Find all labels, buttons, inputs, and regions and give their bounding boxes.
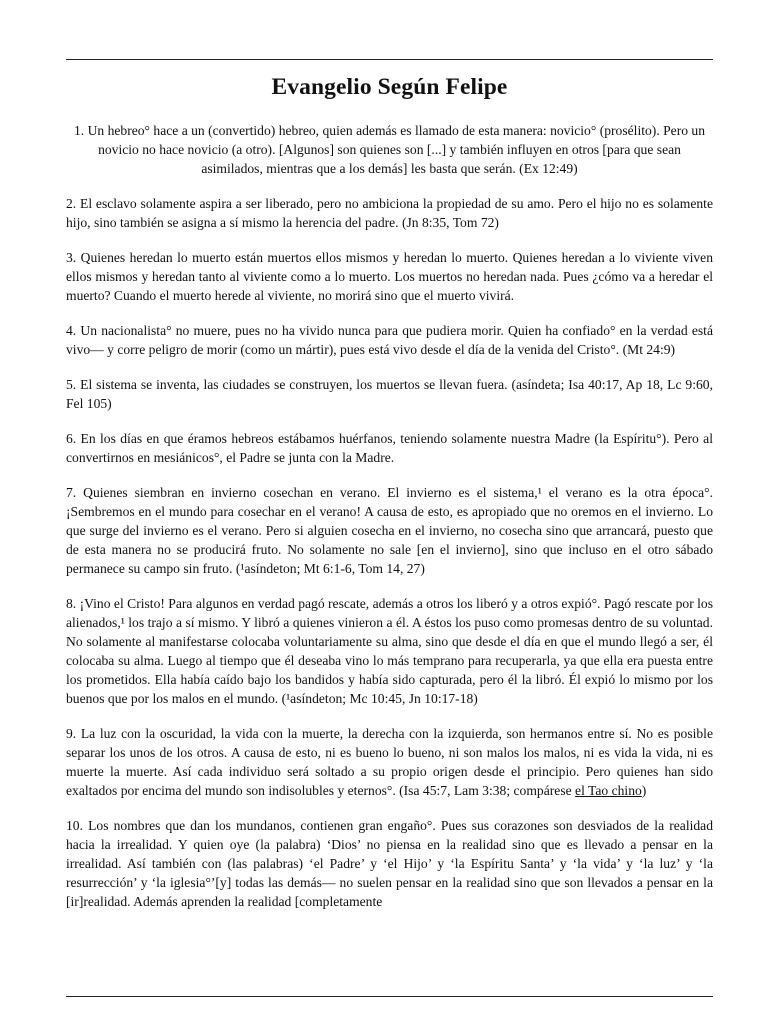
paragraph-9-text: 9. La luz con la oscuridad, la vida con la muerte, la derecha con la izquierda, son hermanos entre sí. No es posible separar los unos de los otros. A causa de esto, ni es bueno lo bueno, ni son malos los malos, ni es vida la vida, ni es muerte la muerte. Así cada individuo será soltado a su propio origen desde el principio. Pero quienes han sido exaltados por encima del mundo son indisolubles y eternos°. (Isa 45:7, Lam 3:38; compárese	[66, 726, 713, 798]
paragraph-6: 6. En los días en que éramos hebreos estábamos huérfanos, teniendo solamente nuestra Madre (la Espíritu°). Pero al convertirnos en mesiánicos°, el Padre se junta con la Madre.	[66, 431, 713, 465]
paragraph-10: 10. Los nombres que dan los mundanos, contienen gran engaño°. Pues sus corazones son desviados de la realidad hacia la irrealidad. Y quien oye (la palabra) ‘Dios’ no piensa en la realidad sino que es llevado a pensar en la irrealidad. Así también con (las palabras) ‘el Padre’ y ‘el Hijo’ y ‘la Espíritu Santa’ y ‘la vida’ y ‘la luz’ y ‘la resurrección’ y ‘la iglesia°’[y] todas las demás— no suelen pensar en la realidad sino que son llevados a pensar en la [ir]realidad. Además aprenden la realidad [completamente	[66, 818, 713, 909]
tao-link[interactable]: el Tao chino	[575, 783, 642, 798]
top-rule	[66, 59, 713, 60]
paragraph-1: 1. Un hebreo° hace a un (convertido) hebreo, quien además es llamado de esta manera: novicio° (prosélito). Pero un novicio no hace novicio (a otro). [Algunos] son quienes son [...] y también influyen en otros [para que sean asimilados, mientras que a los demás] les basta que serán. (Ex 12:49)	[73, 123, 706, 176]
paragraph-5: 5. El sistema se inventa, las ciudades se construyen, los muertos se llevan fuera. (asíndeta; Isa 40:17, Ap 18, Lc 9:60, Fel 105)	[66, 377, 713, 411]
paragraph-9-tail: )	[641, 783, 647, 798]
document-title: Evangelio Según Felipe	[271, 74, 508, 100]
bottom-rule	[66, 996, 713, 997]
paragraph-8: 8. ¡Vino el Cristo! Para algunos en verdad pagó rescate, además a otros los liberó y a otros expió°. Pagó rescate por los alienados,¹ los trajo a sí mismo. Y libró a quienes vinieron a él. A éstos los puso como promesas dentro de su voluntad. No solamente al manifestarse colocaba voluntariamente su alma, sino que desde el día en que el mundo llegó a ser, él colocaba su alma. Luego al tiempo que él deseaba vino lo más temprano para recuperarla, ya que ella era puesta entre los prometidos. Ella había caído bajo los bandidos y había sido capturada, pero él la libró. Él expió lo mismo por los buenos que por los malos en el mundo. (¹asíndeton; Mc 10:45, Jn 10:17-18)	[66, 596, 713, 706]
paragraph-2: 2. El esclavo solamente aspira a ser liberado, pero no ambiciona la propiedad de su amo. Pero el hijo no es solamente hijo, sino también se asigna a sí mismo la herencia del padre. (Jn 8:35, Tom 72)	[66, 196, 713, 230]
paragraph-9	[66, 724, 713, 800]
paragraph-7: 7. Quienes siembran en invierno cosechan en verano. El invierno es el sistema,¹ el verano es la otra época°. ¡Sembremos en el mundo para cosechar en el verano! A causa de esto, es apropiado que no oremos en el invierno. Lo que surge del invierno es el verano. Pero si alguien cosecha en el invierno, no cosecha sino que arrancará, puesto que de esta manera no se producirá fruto. No solamente no sale [en el invierno], sino que incluso en el otro sábado permanece su campo sin fruto. (¹asíndeton; Mt 6:1-6, Tom 14, 27)	[66, 485, 713, 576]
document-body	[66, 121, 713, 984]
paragraph-3: 3. Quienes heredan lo muerto están muertos ellos mismos y heredan lo muerto. Quienes heredan a lo viviente viven ellos mismos y heredan tanto al viviente como a lo muerto. Los muertos no heredan nada. Pues ¿cómo va a heredar el muerto? Cuando el muerto herede al viviente, no morirá sino que el muerto vivirá.	[66, 250, 713, 303]
paragraph-4: 4. Un nacionalista° no muere, pues no ha vivido nunca para que pudiera morir. Quien ha confiado° en la verdad está vivo— y corre peligro de morir (como un mártir), pues está vivo desde el día de la venida del Cristo°. (Mt 24:9)	[66, 323, 713, 357]
